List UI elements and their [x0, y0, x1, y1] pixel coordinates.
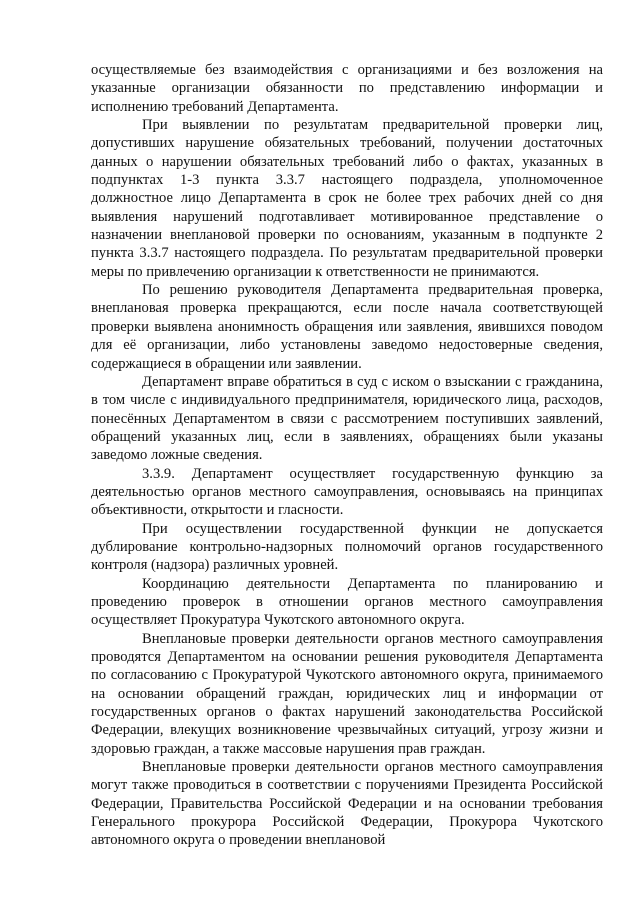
paragraph-8: Внеплановые проверки деятельности органов местного самоуправления проводятся Департаментом на основании решения руководителя Департамента по согласованию с Прокуратурой Чукотского автономного округа, принимаемого на основании обращений граждан, юридических лиц и информации от государственных органов о фактах нарушений законодательства Российской Федерации, влекущих возникновение чрезвычайных ситуаций, угрозу жизни и здоровью граждан, а также массовые нарушения прав граждан. [91, 630, 603, 757]
paragraph-1: осуществляемые без взаимодействия с организациями и без возложения на указанные организации обязанности по представлению информации и исполнению требований Департамента. [91, 62, 603, 115]
paragraph-3: По решению руководителя Департамента предварительная проверка, внеплановая проверка прекращаются, если после начала соответствующей проверки выявлена анонимность обращения или заявления, явившихся поводом для её организации, либо установлены заведомо недостоверные сведения, содержащиеся в обращении или заявлении. [91, 282, 603, 372]
paragraph-6: При осуществлении государственной функции не допускается дублирование контрольно-надзорных полномочий органов государственного контроля (надзора) различных уровней. [91, 520, 603, 574]
paragraph-5: 3.3.9. Департамент осуществляет государственную функцию за деятельностью органов местного самоуправления, основываясь на принципах объективности, открытости и гласности. [91, 465, 603, 519]
paragraph-2: При выявлении по результатам предварительной проверки лиц, допустивших нарушение обязательных требований, получении достаточных данных о нарушении обязательных требований либо о фактах, указанных в подпунктах 1-3 пункта 3.3.7 настоящего подраздела, уполномоченное должностное лицо Департамента в срок не более трех рабочих дней со дня выявления нарушений подготавливает мотивированное представление о назначении внеплановой проверки по основаниям, указанным в подпункте 2 пункта 3.3.7 настоящего подраздела. По результатам предварительной проверки меры по привлечению организации к ответственности не принимаются. [91, 117, 603, 280]
paragraph-9: Внеплановые проверки деятельности органов местного самоуправления могут также проводиться в соответствии с поручениями Президента Российской Федерации, Правительства Российской Федерации и на основании требования Генерального прокурора Российской Федерации, Прокурора Чукотского автономного округа о проведении внеплановой [91, 759, 603, 849]
document-body [91, 61, 603, 850]
paragraph-4: Департамент вправе обратиться в суд с иском о взыскании с гражданина, в том числе с индивидуального предпринимателя, юридического лица, расходов, понесённых Департаментом в связи с рассмотрением поступивших заявлений, обращений указанных лиц, если в заявлениях, обращениях были указаны заведомо ложные сведения. [91, 373, 603, 464]
paragraph-7: Координацию деятельности Департамента по планированию и проведению проверок в отношении органов местного самоуправления осуществляет Прокуратура Чукотского автономного округа. [91, 575, 603, 629]
